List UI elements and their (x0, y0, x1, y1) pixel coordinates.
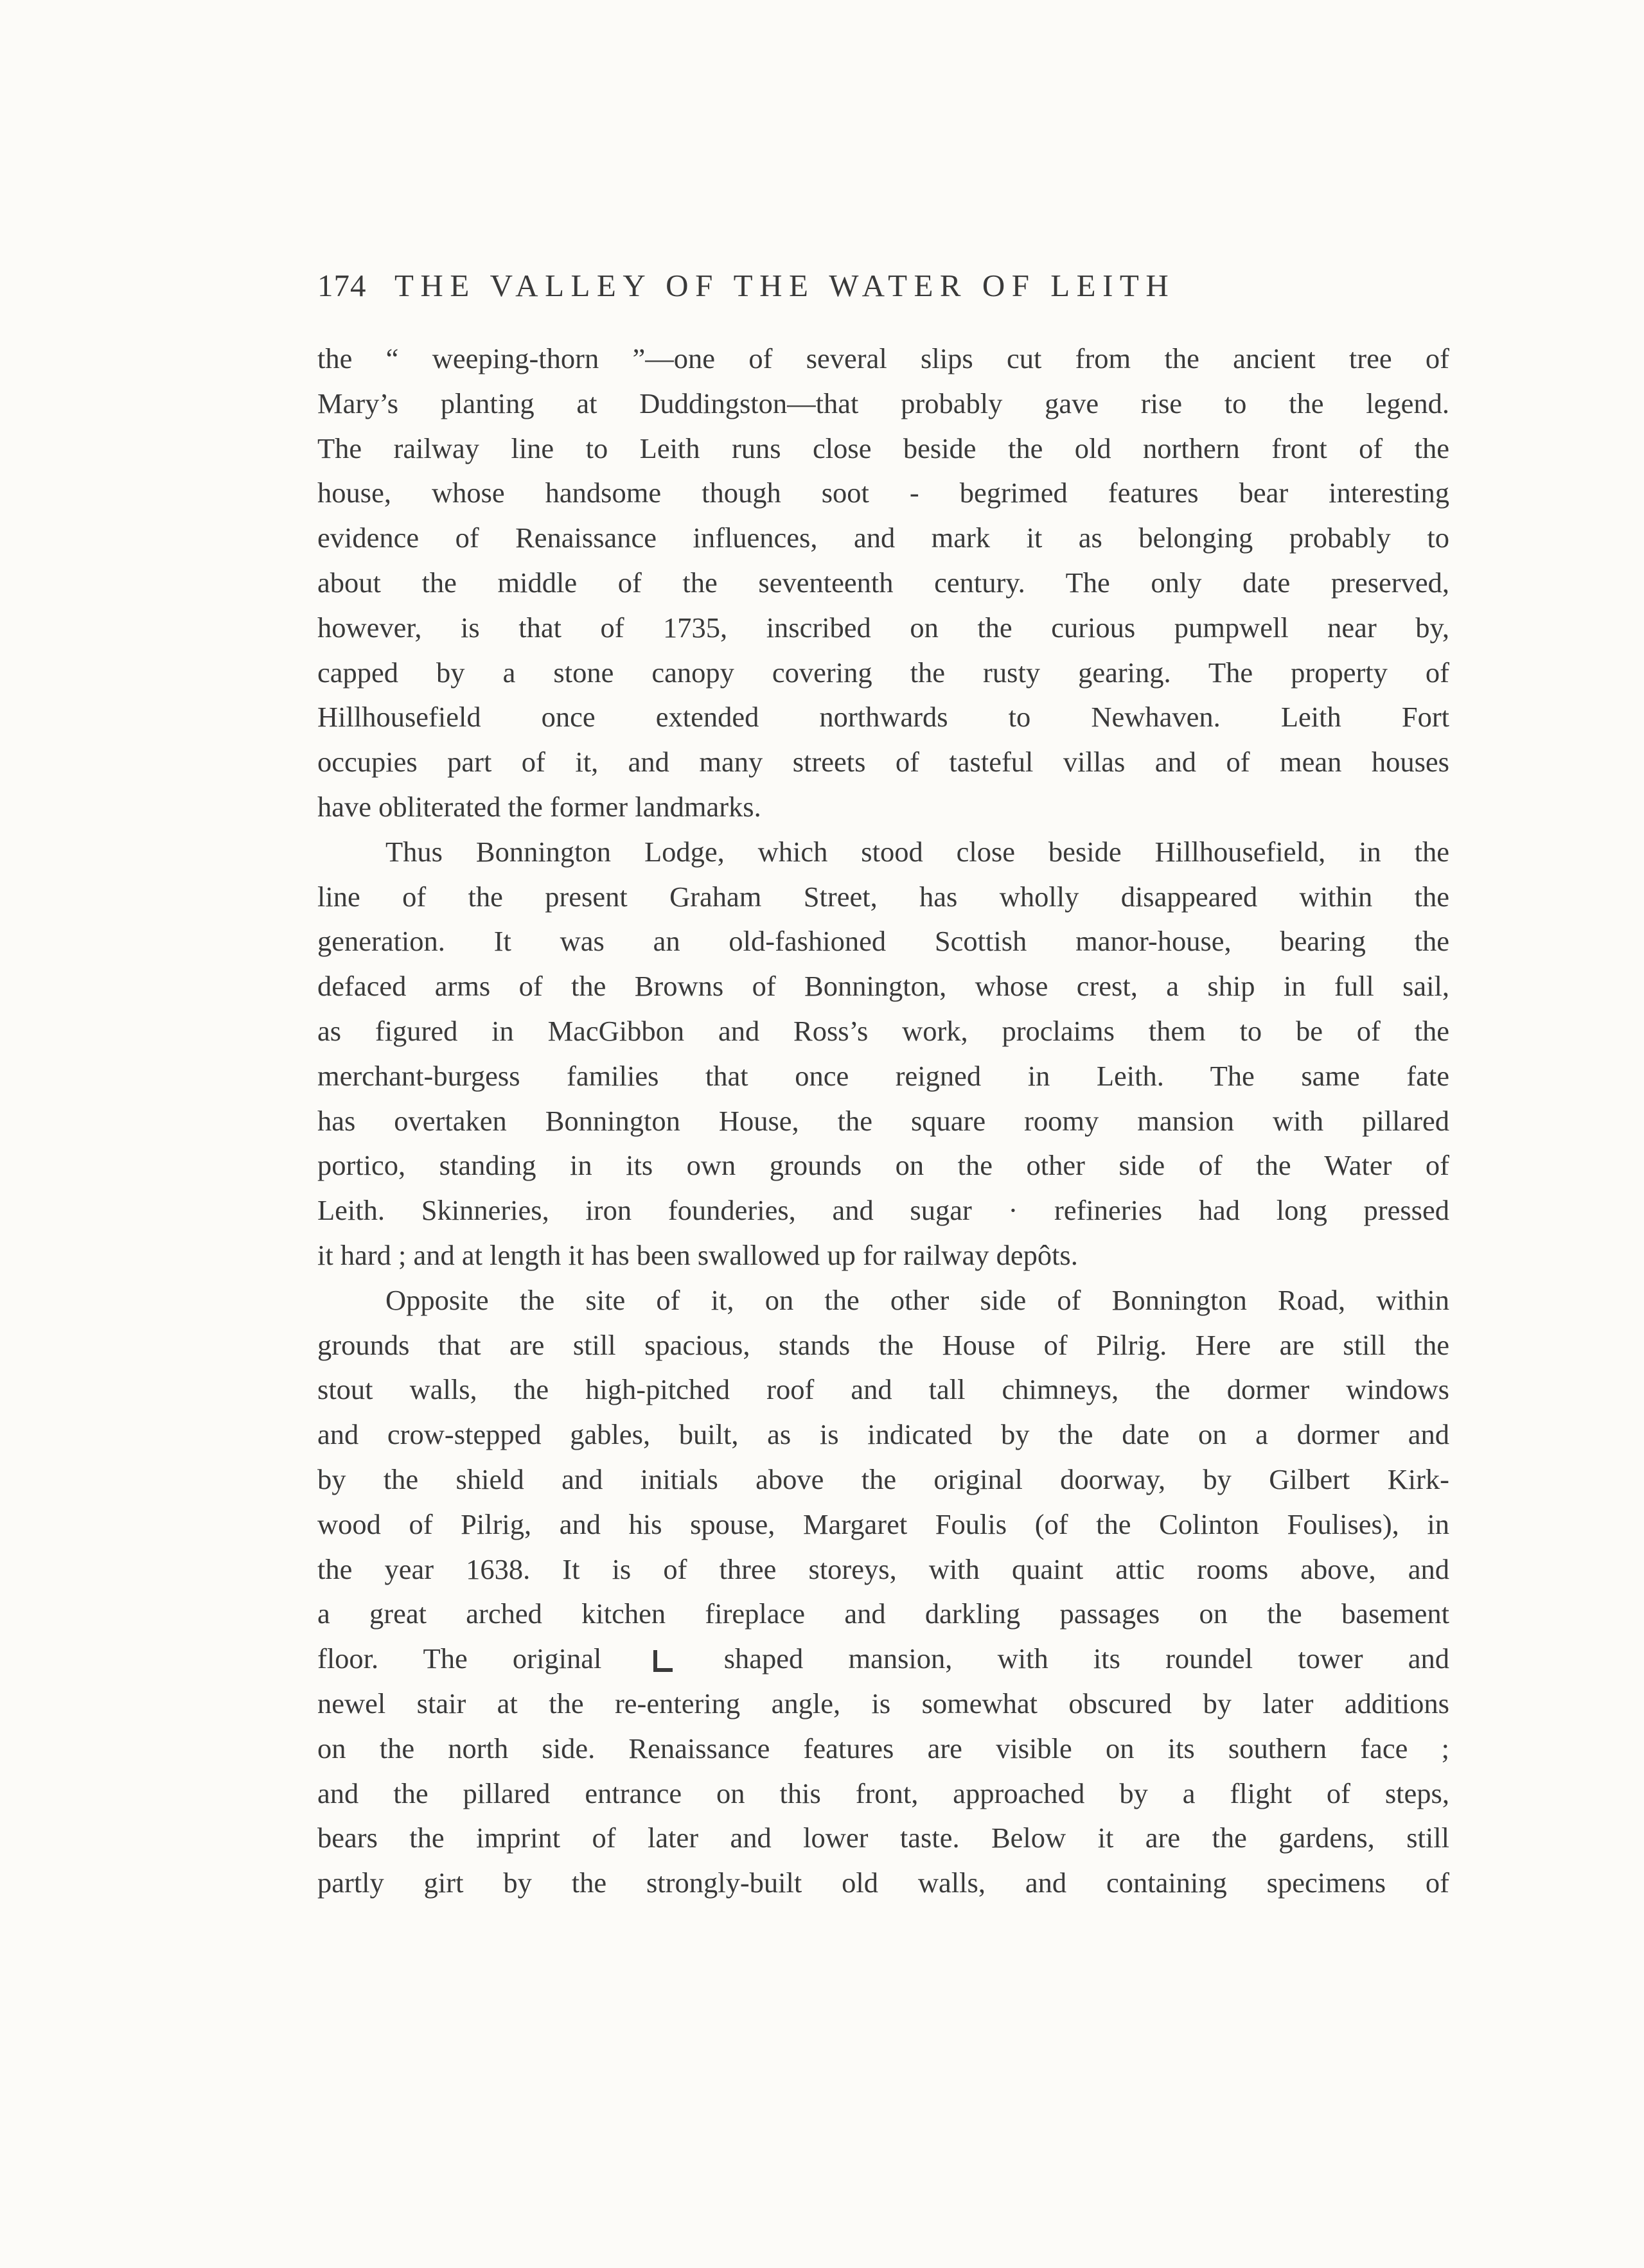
text-line: by the shield and initials above the original doorway, by Gilbert Kirk- (317, 1463, 1449, 1495)
running-head (317, 263, 1329, 308)
text-line: The railway line to Leith runs close beside the old northern front of the (317, 432, 1449, 464)
text-line: Hillhousefield once extended northwards to Newhaven. Leith Fort (317, 701, 1449, 734)
text-fragment: shaped mansion, with its roundel tower and (723, 1642, 1449, 1675)
text-line: and the pillared entrance on this front, approached by a flight of steps, (317, 1777, 1449, 1809)
text-line: house, whose handsome though soot - begrimed features bear interesting (317, 477, 1449, 509)
text-line: Opposite the site of it, on the other side of Bonnington Road, within (385, 1283, 1449, 1316)
text-fragment: floor. The original (317, 1642, 602, 1675)
text-line: partly girt by the strongly-built old walls, and containing specimens of (317, 1867, 1449, 1899)
running-title: THE VALLEY OF THE WATER OF LEITH (394, 268, 1176, 303)
text-line: however, is that of 1735, inscribed on the curious pumpwell near by, (317, 611, 1449, 644)
body-text (317, 337, 1449, 1906)
text-line: occupies part of it, and many streets of tasteful villas and of mean houses (317, 746, 1449, 778)
text-line-with-l-glyph (317, 1637, 1449, 1682)
text-line: line of the present Graham Street, has wholly disappeared within the (317, 880, 1449, 913)
text-line: Thus Bonnington Lodge, which stood close beside Hillhousefield, in the (385, 835, 1449, 868)
text-line: and crow-stepped gables, built, as is indicated by the date on a dormer and (317, 1418, 1449, 1451)
text-line: evidence of Renaissance influences, and mark it as belonging probably to (317, 522, 1449, 554)
text-line: on the north side. Renaissance features are visible on its southern face ; (317, 1732, 1449, 1764)
text-line: it hard ; and at length it has been swallowed up for railway depôts. (317, 1238, 1078, 1271)
text-line: Leith. Skinneries, iron founderies, and sugar · refineries had long pressed (317, 1194, 1449, 1227)
text-line: the “ weeping-thorn ”—one of several slips cut from the ancient tree of (317, 342, 1449, 374)
text-line: as figured in MacGibbon and Ross’s work, proclaims them to be of the (317, 1014, 1449, 1047)
text-line: generation. It was an old-fashioned Scottish manor-house, bearing the (317, 925, 1449, 958)
text-line: the year 1638. It is of three storeys, with quaint attic rooms above, and (317, 1552, 1449, 1585)
text-line: portico, standing in its own grounds on the other side of the Water of (317, 1149, 1449, 1182)
l-shape-glyph (653, 1650, 673, 1672)
text-line: Mary’s planting at Duddingston—that probably gave rise to the legend. (317, 387, 1449, 419)
text-line: wood of Pilrig, and his spouse, Margaret Foulis (of the Colinton Foulises), in (317, 1508, 1449, 1540)
text-line: capped by a stone canopy covering the rusty gearing. The property of (317, 656, 1449, 689)
text-line: have obliterated the former landmarks. (317, 790, 761, 823)
text-line: defaced arms of the Browns of Bonnington, whose crest, a ship in full sail, (317, 970, 1449, 1003)
text-line: stout walls, the high-pitched roof and tall chimneys, the dormer windows (317, 1373, 1449, 1406)
text-line: about the middle of the seventeenth century. The only date preserved, (317, 566, 1449, 599)
page-number: 174 (317, 268, 367, 303)
text-line: bears the imprint of later and lower taste. Below it are the gardens, still (317, 1822, 1449, 1854)
text-line: a great arched kitchen fireplace and darkling passages on the basement (317, 1597, 1449, 1630)
text-line: has overtaken Bonnington House, the square roomy mansion with pillared (317, 1104, 1449, 1137)
text-line: grounds that are still spacious, stands the House of Pilrig. Here are still the (317, 1328, 1449, 1361)
text-line: merchant-burgess families that once reigned in Leith. The same fate (317, 1059, 1449, 1092)
text-line: newel stair at the re-entering angle, is somewhat obscured by later additions (317, 1687, 1449, 1719)
